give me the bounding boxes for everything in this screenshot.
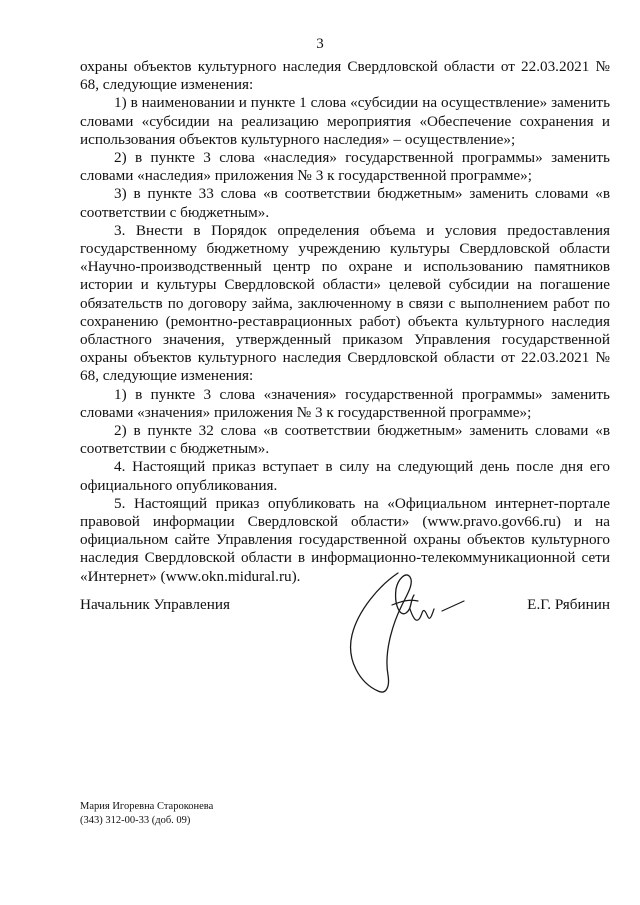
paragraph-item-3: 3) в пункте 33 слова «в соответствии бюджетным» заменить словами «в соответствии с бюджетным». [80,185,610,221]
signatory-title: Начальник Управления [80,596,230,613]
paragraph-item-1: 1) в наименовании и пункте 1 слова «субсидии на осуществление» заменить словами «субсидии на реализацию мероприятия «Обеспечение сохранения и использования объектов культурного наследия» – осуществление»; [80,94,610,148]
contact-person: Мария Игоревна Староконева [80,801,214,812]
contact-info [80,800,213,828]
document-body [80,58,610,586]
paragraph-item-2: 2) в пункте 3 слова «наследия» государственной программы» заменить словами «наследия» приложения № 3 к государственной программе»; [80,149,610,185]
signatory-name: Е.Г. Рябинин [527,596,610,613]
page-number: 3 [316,36,324,52]
paragraph-section-3-item-1: 1) в пункте 3 слова «значения» государственной программы» заменить словами «значения» приложения № 3 к государственной программе»; [80,385,610,421]
paragraph-continuation: охраны объектов культурного наследия Свердловской области от 22.03.2021 № 68, следующие изменения: [80,58,610,94]
paragraph-section-4: 4. Настоящий приказ вступает в силу на следующий день после дня его официального опубликования. [80,458,610,494]
paragraph-section-5: 5. Настоящий приказ опубликовать на «Официальном интернет-портале правовой информации Свердловской области» (www.pravo.gov66.ru) и на официальном сайте Управления государственной охраны объектов культурного наследия Свердловской области в информационно-телекоммуникационной сети «Интернет» (www.okn.midural.ru). [80,494,610,585]
paragraph-section-3: 3. Внести в Порядок определения объема и условия предоставления государственному бюджетному учреждению культуры Свердловской области «Научно-производственный центр по охране и использованию памятников истории и культуры Свердловской области» целевой субсидии на погашение обязательств по договору займа, заключенному в связи с выполнением работ по сохранению (ремонтно-реставрационных работ) объекта культурного наследия областного значения, утвержденный приказом Управления государственной охраны объектов культурного наследия Свердловской области от 22.03.2021 № 68, следующие изменения: [80,221,610,385]
contact-phone: (343) 312-00-33 (доб. 09) [80,815,191,826]
paragraph-section-3-item-2: 2) в пункте 32 слова «в соответствии бюджетным» заменить словами «в соответствии с бюджетным». [80,422,610,458]
handwritten-signature [340,565,480,700]
